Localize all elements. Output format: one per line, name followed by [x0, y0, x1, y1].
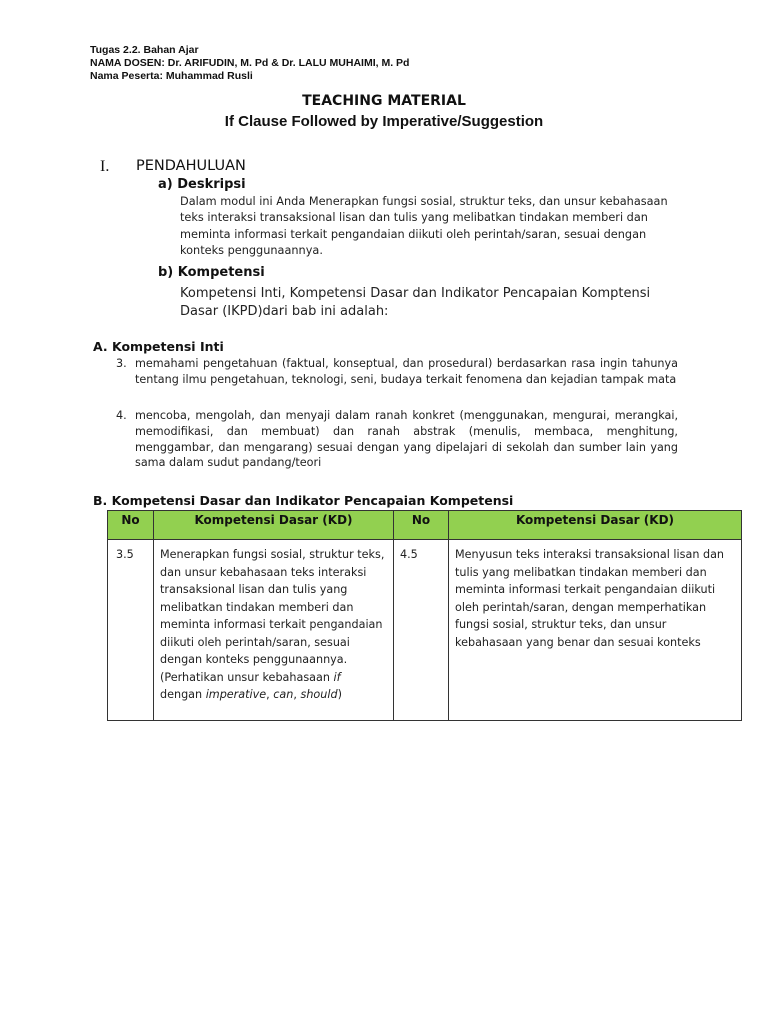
- header-line-participant: Nama Peserta: Muhammad Rusli: [90, 70, 253, 82]
- document-subtitle: If Clause Followed by Imperative/Suggestion: [224, 113, 544, 130]
- table-header-kd: Kompetensi Dasar (KD): [154, 511, 394, 540]
- kd-note-text: (Perhatikan unsur kebahasaan: [160, 670, 334, 684]
- competence-table: [107, 510, 742, 721]
- core-competence-item: [116, 408, 678, 471]
- table-header-kd: Kompetensi Dasar (KD): [449, 511, 742, 540]
- kd-description: [154, 540, 394, 721]
- subsection-kompetensi-label: b) Kompetensi: [158, 265, 265, 280]
- kd-number: 3.5: [108, 540, 154, 721]
- kd-note-text: ): [337, 688, 342, 701]
- table-header-no: No: [108, 511, 154, 540]
- kd-note-text: ,: [266, 688, 274, 701]
- list-item-number: 3.: [116, 357, 127, 370]
- table-header-row: [108, 511, 742, 540]
- kd-number: 4.5: [394, 540, 449, 721]
- section-1-title: PENDAHULUAN: [136, 158, 246, 174]
- kd-note: [160, 671, 342, 702]
- kd-note-italic: imperative: [205, 688, 267, 701]
- assignment-header: [90, 44, 409, 83]
- section-1-number: I.: [100, 158, 110, 175]
- kd-text: Menerapkan fungsi sosial, struktur teks, dan unsur kebahasaan teks interaksi transaksional lisan dan tulis yang melibatkan tindakan memberi dan meminta informasi terkait pengandaian diikuti oleh perintah/saran, sesuai dengan konteks penggunaannya.: [160, 548, 385, 666]
- deskripsi-paragraph: Dalam modul ini Anda Menerapkan fungsi sosial, struktur teks, dan unsur kebahasaan teks interaksi transaksional lisan dan tulis yang melibatkan tindakan memberi dan meminta informasi terkait pengandaian diikuti oleh perintah/saran, sesuai dengan konteks penggunaannya.: [180, 195, 668, 257]
- kd-note-text: dengan: [160, 688, 206, 701]
- section-b-title: B. Kompetensi Dasar dan Indikator Pencapaian Kompetensi: [93, 493, 514, 508]
- kd-description: Menyusun teks interaksi transaksional lisan dan tulis yang melibatkan tindakan memberi dan meminta informasi terkait pengandaian diikuti oleh perintah/saran, dengan memperhatikan fungsi sosial, struktur teks, dan unsur kebahasaan yang benar dan sesuai konteks: [449, 540, 742, 721]
- section-a-title: A. Kompetensi Inti: [93, 339, 224, 354]
- header-line-task: Tugas 2.2. Bahan Ajar: [90, 44, 199, 56]
- kd-note-italic: if: [333, 670, 341, 684]
- kompetensi-paragraph: Kompetensi Inti, Kompetensi Dasar dan Indikator Pencapaian Komptensi Dasar (IKPD)dari bab ini adalah:: [180, 286, 651, 319]
- list-item-number: 4.: [116, 409, 127, 422]
- kd-note-text: ,: [293, 688, 301, 701]
- kd-note-italic: should: [300, 688, 338, 701]
- header-line-lecturer: NAMA DOSEN: Dr. ARIFUDIN, M. Pd & Dr. LALU MUHAIMI, M. Pd: [90, 57, 410, 69]
- list-item-text: mencoba, mengolah, dan menyaji dalam ranah konkret (menggunakan, mengurai, merangkai, memodifikasi, dan membuat) dan ranah abstrak (menulis, membaca, menghitung, menggambar, dan mengarang) sesuai dengan yang dipelajari di sekolah dan sumber lain yang sama dalam sudut pandang/teori: [135, 409, 678, 470]
- table-row: [108, 540, 742, 721]
- kd-note-italic: can: [273, 688, 294, 701]
- table-header-no: No: [394, 511, 449, 540]
- core-competence-item: [116, 356, 678, 388]
- subsection-deskripsi-label: a) Deskripsi: [158, 177, 246, 192]
- document-title: TEACHING MATERIAL: [302, 93, 466, 109]
- list-item-text: memahami pengetahuan (faktual, konseptual, dan prosedural) berdasarkan rasa ingin tahunya tentang ilmu pengetahuan, teknologi, seni, budaya terkait fenomena dan kejadian tampak mata: [135, 357, 678, 386]
